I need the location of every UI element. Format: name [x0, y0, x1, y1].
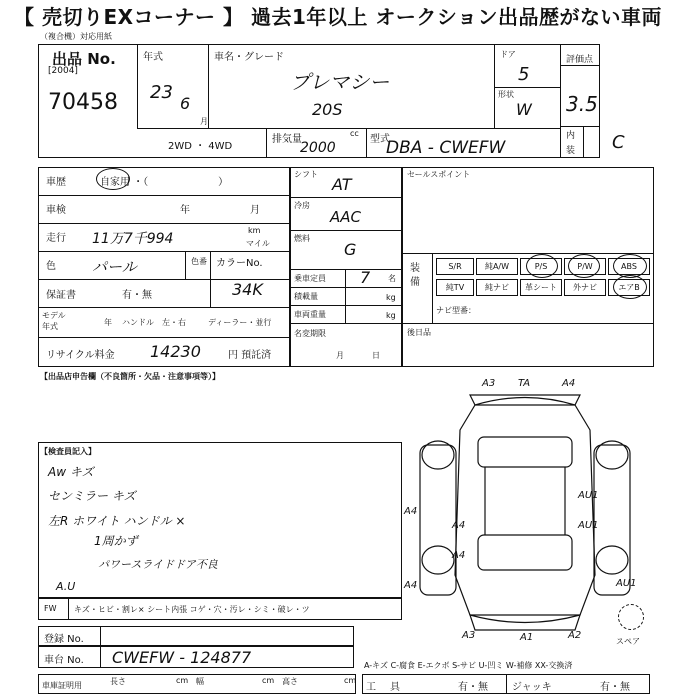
mark-front-3: A4 [562, 378, 576, 389]
jack-options: 有・無 [600, 682, 630, 693]
weight-label: 車両重量 [294, 310, 326, 319]
doors-value: 5 [518, 64, 530, 85]
warranty-value: 有・無 [122, 290, 152, 301]
reg-label: 登録 No. [44, 634, 84, 645]
interior-value: C [612, 132, 625, 153]
weight-unit: kg [386, 311, 396, 320]
shift-label: シフト [294, 170, 318, 179]
mileage-label: 走行 [46, 233, 66, 244]
inspection-label: 車検 [46, 205, 66, 216]
mark-right-1: AU1 [578, 490, 599, 501]
year-month-unit: 月 [200, 117, 208, 126]
inspector-note-1: Aw キズ [48, 465, 94, 479]
drive-label: 2WD ・ 4WD [168, 141, 233, 152]
equip-ext-nav: 外ナビ [564, 279, 606, 296]
capacity-label: 乗車定員 [294, 274, 326, 283]
mark-rear-2: A1 [520, 632, 534, 643]
fuel-value: G [344, 240, 357, 259]
mileage-unit-km: km [248, 226, 261, 235]
aircon-label: 冷房 [294, 201, 310, 210]
equipment-label: 装備 [410, 263, 420, 288]
inspector-note-5: パワースライドドア不良 [98, 558, 218, 571]
equip-alloy: 純A/W [476, 258, 518, 275]
mark-rear-1: A3 [462, 630, 476, 641]
mark-left-3: A4 [452, 550, 466, 561]
model-label: 型式 [370, 134, 390, 145]
fw-text: キズ・ヒビ・割レ× シート内張 コゲ・穴・汚レ・シミ・破レ・ツ [74, 605, 310, 614]
cert-length: 長さ [110, 677, 126, 686]
recycle-label: リサイクル料金 [46, 350, 115, 361]
load-label: 積載量 [294, 292, 318, 301]
car-grade: 20S [312, 100, 343, 119]
tools-label: 工具 [366, 682, 414, 693]
inspection-year-unit: 年 [180, 205, 190, 216]
lot-code: [2004] [48, 66, 78, 76]
model-year-year: 年 [104, 318, 112, 327]
car-label: 車名・グレード [214, 52, 284, 63]
aircon-value: AAC [330, 208, 361, 226]
mark-right-2: AU1 [578, 520, 599, 531]
chassis-value: CWEFW - 124877 [112, 648, 252, 667]
spare-tire-icon [618, 604, 644, 630]
sales-point-label: セールスポイント [407, 170, 471, 179]
chassis-label: 車台 No. [44, 655, 84, 666]
damage-legend: A-キズ C-腐食 E-エクボ S-サビ U-凹ミ W-補修 XX-交換済 [364, 661, 573, 670]
rear-right-tire [596, 546, 628, 574]
model-year-handle: ハンドル 左・右 [122, 318, 186, 327]
cert-width: 幅 [196, 677, 204, 686]
pw-circle-mark [568, 254, 600, 278]
color-value: パール [92, 258, 137, 276]
tools-options: 有・無 [458, 682, 488, 693]
mark-left-1: A4 [404, 506, 418, 517]
inspector-note-2: センミラー キズ [48, 489, 136, 503]
model-year-label-2: 年式 [42, 322, 58, 331]
displacement-value: 2000 [300, 140, 336, 156]
equip-tv: 純TV [436, 279, 474, 296]
airbag-circle-mark [613, 275, 647, 299]
capacity-value: 7 [360, 268, 371, 287]
mark-front-1: A3 [482, 378, 496, 389]
equip-nav: 純ナビ [476, 279, 518, 296]
car-left-side [420, 445, 456, 595]
mark-right-3: AU1 [616, 578, 637, 589]
score-value: 3.5 [566, 92, 598, 116]
equip-sr: S/R [436, 258, 474, 275]
mileage-value: 11万7千994 [92, 231, 174, 247]
cert-length-unit: cm [176, 676, 189, 685]
color-code-label: カラーNo. [216, 258, 263, 269]
capacity-unit: 名 [388, 274, 396, 283]
model-value: DBA - CWEFW [386, 138, 506, 158]
name-change-unit: 月日 [336, 351, 408, 360]
fuel-label: 燃料 [294, 234, 310, 243]
model-year-dealer: ディーラー・並行 [208, 318, 272, 327]
jack-label: ジャッキ [512, 682, 552, 693]
inspector-note-4: 1周かず [94, 534, 138, 548]
spare-label: スペア [616, 637, 640, 646]
color-sub-label: 色番 [191, 257, 207, 266]
rear-left-tire [422, 546, 454, 574]
color-label: 色 [46, 261, 56, 272]
car-right-side [594, 445, 630, 595]
model-year-label-1: モデル [42, 311, 66, 320]
history-label: 車歴 [46, 177, 66, 188]
lot-label: 出品 No. [52, 50, 116, 68]
displacement-label: 排気量 [272, 134, 302, 145]
score-label: 評価点 [566, 55, 594, 65]
front-bumper [470, 395, 580, 405]
displacement-unit: cc [350, 129, 359, 138]
page-banner: 【 売切りEXコーナー 】 過去1年以上 オークション出品歴がない車両 [14, 5, 662, 29]
history-circle-mark [96, 168, 130, 190]
cert-height: 高さ [282, 677, 298, 686]
exhibit-note-label: 【出品店申告欄（不良箇所・欠品・注意事項等）】 [40, 372, 220, 381]
mark-front-2: TA [518, 378, 531, 389]
interior-label-2: 装 [566, 146, 576, 156]
recycle-unit: 円 預託済 [228, 350, 272, 361]
year-month: 6 [180, 94, 191, 113]
shape-value: W [516, 100, 532, 119]
cert-width-unit: cm [262, 676, 275, 685]
ps-circle-mark [526, 254, 558, 278]
doors-label: ドア [500, 50, 516, 59]
color-code-value: 34K [232, 280, 263, 299]
year-label: 年式 [143, 52, 163, 63]
mileage-unit-mile: マイル [246, 239, 270, 248]
car-damage-diagram [400, 375, 650, 645]
load-unit: kg [386, 293, 396, 302]
nav-model-label: ナビ型番： [436, 306, 476, 315]
interior-label-1: 内 [566, 131, 576, 141]
fw-label: FW [44, 604, 57, 613]
recycle-value: 14230 [150, 342, 201, 361]
name-change-label: 名変期限 [294, 329, 326, 338]
inspector-label: 【検査員記入】 [40, 447, 96, 456]
inspection-month-unit: 月 [250, 205, 260, 216]
car-body-outline [455, 398, 595, 623]
equip-leather: 革シート [520, 279, 562, 296]
shape-label: 形状 [498, 90, 514, 99]
car-name: プレマシー [290, 70, 390, 94]
warranty-label: 保証書 [46, 290, 76, 301]
mark-left-4: A4 [404, 580, 418, 591]
equip-pw: P/W [564, 258, 606, 275]
lot-number: 70458 [48, 90, 118, 115]
equip-ps: P/S [520, 258, 562, 275]
shift-value: AT [332, 175, 352, 194]
car-windshield [478, 437, 572, 467]
year-value: 23 [150, 82, 173, 103]
mark-left-2: A4 [452, 520, 466, 531]
mark-rear-3: A2 [568, 630, 582, 641]
history-value: 自家用 ・（ ） [100, 177, 229, 188]
rear-note-label: 後日品 [407, 328, 431, 337]
car-rear-window [478, 535, 572, 570]
inspector-note-6: A.U [56, 580, 76, 593]
equip-airbag: エアB [608, 279, 650, 296]
cert-label: 車庫証明用 [42, 681, 82, 690]
cert-height-unit: cm [344, 676, 357, 685]
reg-row [38, 626, 354, 646]
paper-note: （複合機）対応用紙 [40, 32, 112, 41]
inspector-note-3: 左R ホワイト ハンドル × [48, 514, 186, 528]
equip-abs: ABS [608, 258, 650, 275]
